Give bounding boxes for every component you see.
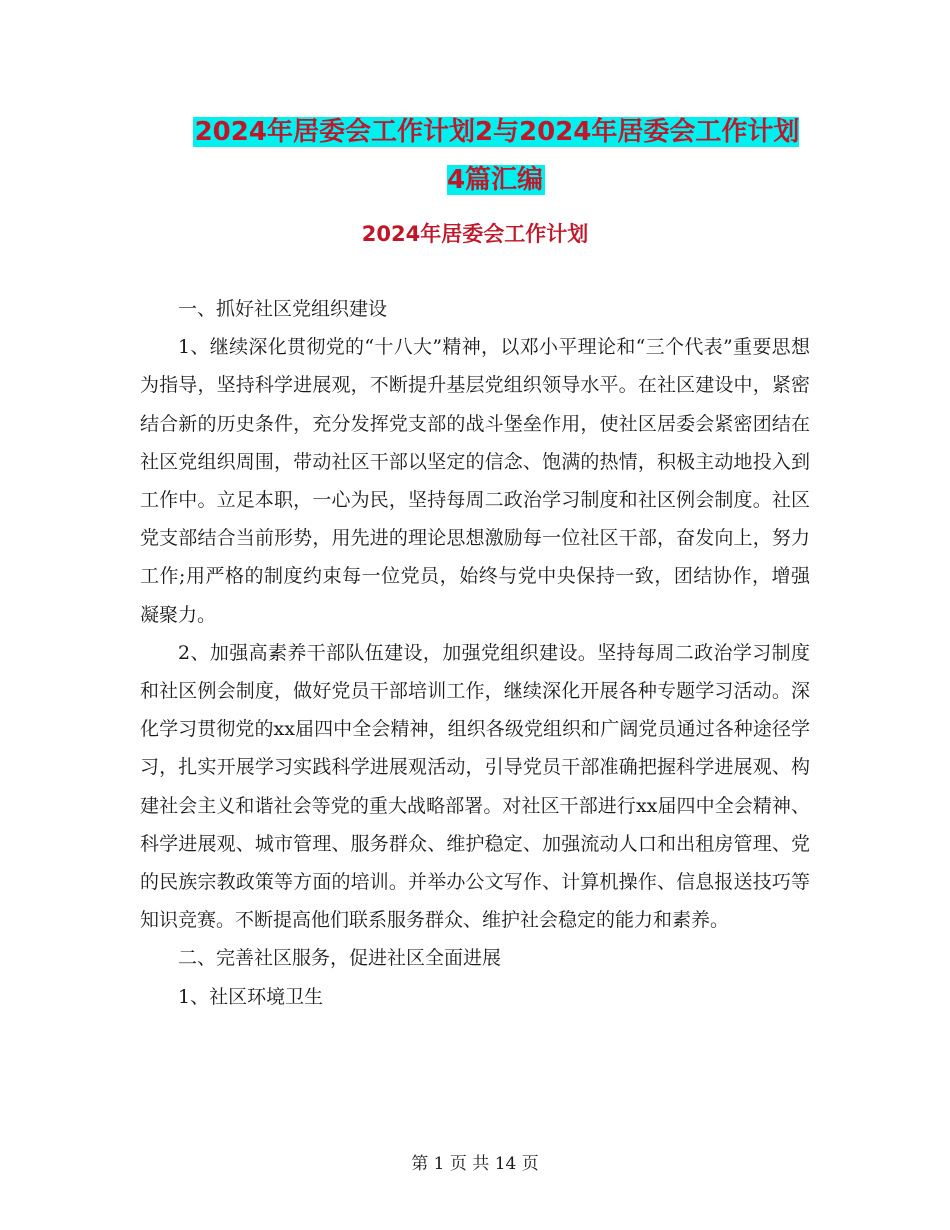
document-title-text: 2024年居委会工作计划2与2024年居委会工作计划4篇汇编 xyxy=(194,117,800,195)
heading-party-organization: 一、抓好社区党组织建设 xyxy=(178,298,388,320)
subheading-environment: 1、社区环境卫生 xyxy=(178,985,324,1008)
heading-community-service: 二、完善社区服务，促进社区全面进展 xyxy=(178,947,502,970)
document-title xyxy=(190,108,802,204)
document-body xyxy=(140,290,810,1016)
paragraph-1: 1、继续深化贯彻党的“十八大”精神，以邓小平理论和“三个代表”重要思想为指导，坚持科学进展观，不断提升基层党组织领导水平。在社区建设中，紧密结合新的历史条件，充分发挥党支部的战斗堡垒作用，使社区居委会紧密团结在社区党组织周围，带动社区干部以坚定的信念、饱满的热情，积极主动地投入到工作中。立足本职，一心为民，坚持每周二政治学习制度和社区例会制度。社区党支部结合当前形势，用先进的理论思想激励每一位社区干部，奋发向上，努力工作;用严格的制度约束每一位党员，始终与党中央保持一致，团结协作，增强凝聚力。 xyxy=(140,336,810,626)
page-footer: 第 1 页 共 14 页 xyxy=(411,1154,539,1174)
section-title: 2024年居委会工作计划 xyxy=(361,222,589,246)
paragraph-2: 2、加强高素养干部队伍建设，加强党组织建设。坚持每周二政治学习制度和社区例会制度，做好党员干部培训工作，继续深化开展各种专题学习活动。深化学习贯彻党的xx届四中全会精神，组织各级党组织和广阔党员通过各种途径学习，扎实开展学习实践科学进展观活动，引导党员干部准确把握科学进展观、构建社会主义和谐社会等党的重大战略部署。对社区干部进行xx届四中全会精神、科学进展观、城市管理、服务群众、维护稳定、加强流动人口和出租房管理、党的民族宗教政策等方面的培训。并举办公文写作、计算机操作、信息报送技巧等知识竞赛。不断提高他们联系服务群众、维护社会稳定的能力和素养。 xyxy=(140,641,810,932)
